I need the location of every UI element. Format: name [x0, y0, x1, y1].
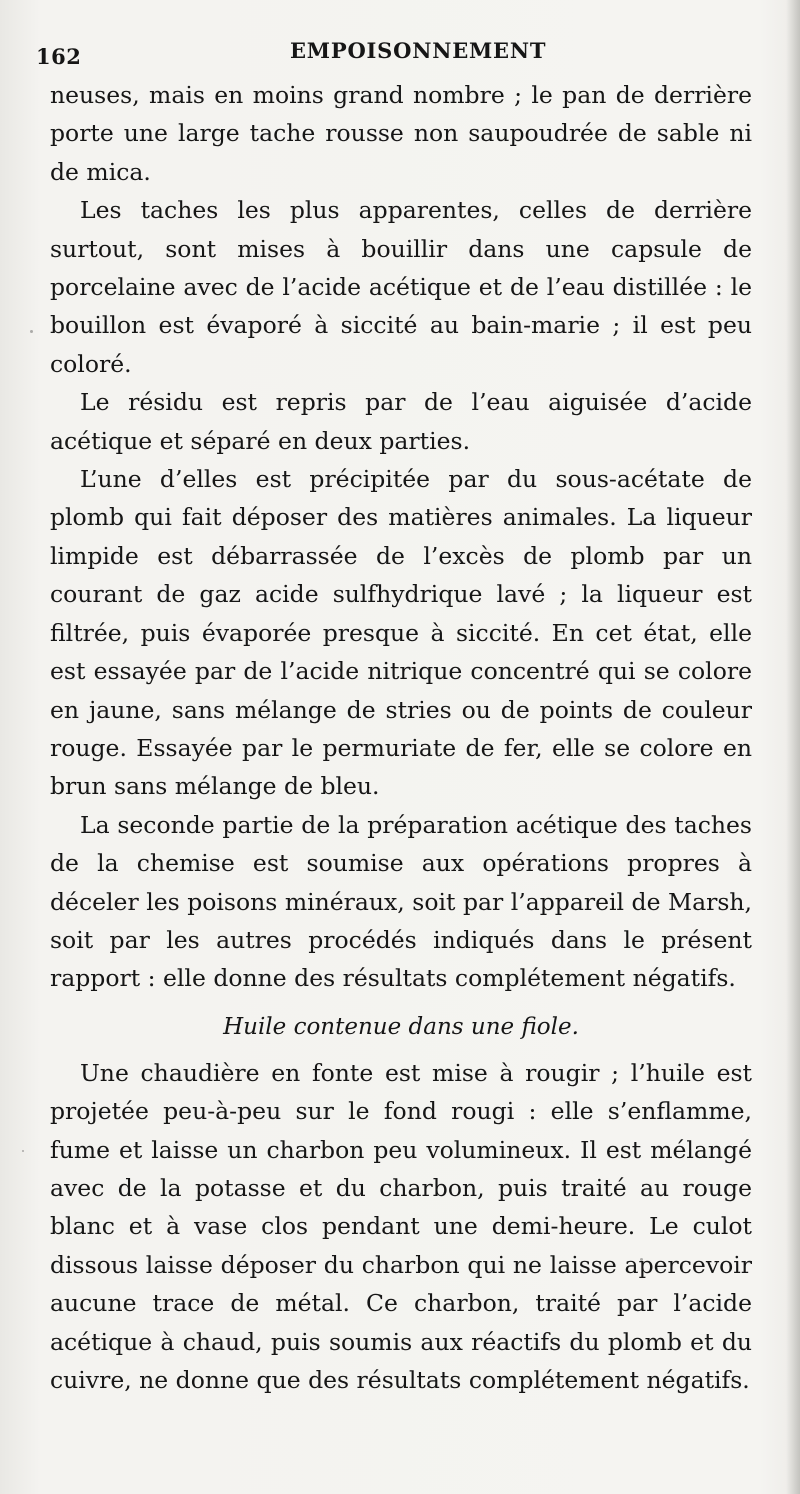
paragraph: Le résidu est repris par de l’eau aiguisée d’acide acétique et séparé en deux parties.: [50, 388, 752, 455]
paragraph: neuses, mais en moins grand nombre ; le pan de derrière porte une large tache rousse non saupoudrée de sable ni de mica.: [50, 81, 752, 186]
ink-speck: [640, 1258, 643, 1261]
paragraph: L’une d’elles est précipitée par du sous-acétate de plomb qui fait déposer des matières animales. La liqueur limpide est débarrassée de l’excès de plomb par un courant de gaz acide sulfhydrique lavé ; la liqueur est filtrée, puis évaporée presque à siccité. En cet état, elle est essayée par de l’acide nitrique concentré qui se colore en jaune, sans mélange de stries ou de points de couleur rouge. Essayée par le permuriate de fer, elle se colore en brun sans mélange de bleu.: [50, 465, 752, 801]
section-heading: Huile contenue dans une fiole.: [223, 1013, 579, 1040]
paragraph: La seconde partie de la préparation acétique des taches de la chemise est soumise aux opérations propres à déceler les poisons minéraux, soit par l’appareil de Marsh, soit par les autres procédés indiqués dans le présent rapport : elle donne des résultats complétement négatifs.: [50, 810, 752, 993]
paragraph: Les taches les plus apparentes, celles de derrière surtout, sont mises à bouillir dans une capsule de porcelaine avec de l’acide acétique et de l’eau distillée : le bouillon est évaporé à siccité au bain-marie ; il est peu coloré.: [50, 196, 752, 378]
page-header: [36, 38, 756, 72]
page-edge-shadow: [786, 0, 800, 1494]
body-text: [50, 76, 752, 1399]
ink-speck: [30, 330, 33, 333]
running-title: EMPOISONNEMENT: [290, 38, 547, 63]
page-number: 162: [36, 44, 82, 69]
paragraph: Une chaudière en fonte est mise à rougir ; l’huile est projetée peu-à-peu sur le fond rougi : elle s’enflamme, fume et laisse un charbon peu volumineux. Il est mélangé avec de la potasse et du charbon, puis traité au rouge blanc et à vase clos pendant une demi-heure. Le culot dissous laisse déposer du charbon qui ne laisse apercevoir aucune trace de métal. Ce charbon, traité par l’acide acétique à chaud, puis soumis aux réactifs du plomb et du cuivre, ne donne que des résultats complétement négatifs.: [50, 1058, 752, 1394]
ink-speck: [22, 1150, 24, 1152]
